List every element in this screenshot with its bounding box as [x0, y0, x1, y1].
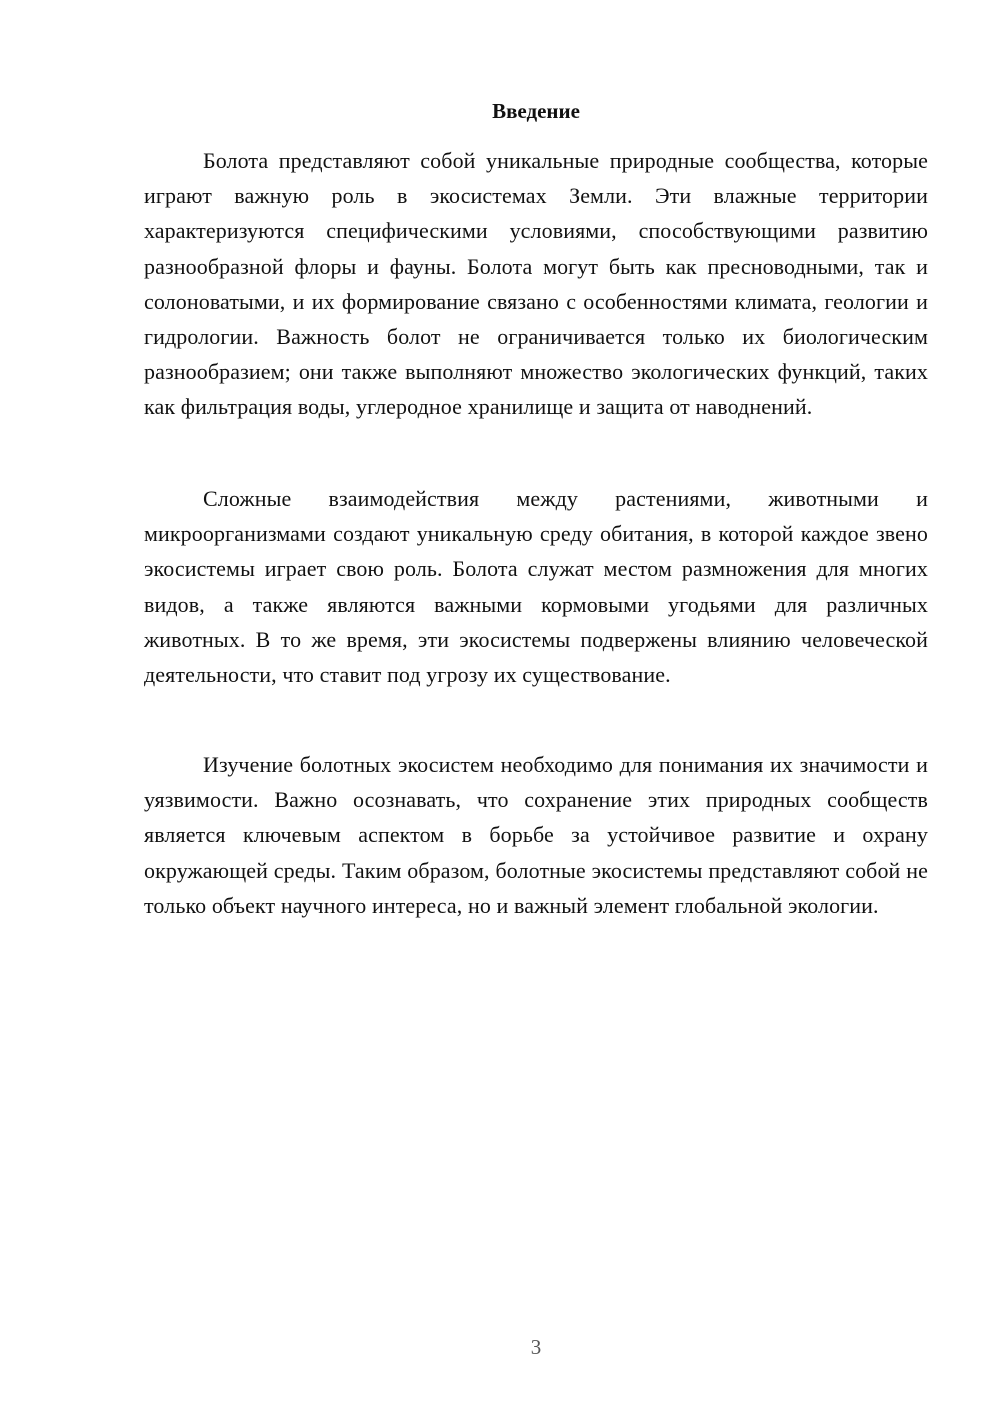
paragraph-3: Изучение болотных экосистем необходимо для понимания их значимости и уязвимости. Важно осознавать, что сохранение этих природных сообществ является ключевым аспектом в борьбе за устойчивое развитие и охрану окружающей среды. Таким образом, болотные экосистемы представляют собой не только объект научного интереса, но и важный элемент глобальной экологии. — [144, 752, 928, 918]
paragraph-1: Болота представляют собой уникальные природные сообщества, которые играют важную роль в экосистемах Земли. Эти влажные территории характеризуются специфическими условиями, способствующими развитию разнообразной флоры и фауны. Болота могут быть как пресноводными, так и солоноватыми, и их формирование связано с особенностями климата, геологии и гидрологии. Важность болот не ограничивается только их биологическим разнообразием; они также выполняют множество экологических функций, таких как фильтрация воды, углеродное хранилище и защита от наводнений. — [144, 148, 928, 420]
section-title: Введение — [492, 99, 580, 123]
paragraph-2: Сложные взаимодействия между растениями, животными и микроорганизмами создают уникальную среду обитания, в которой каждое звено экосистемы играет свою роль. Болота служат местом размножения для многих видов, а также являются важными кормовыми угодьями для различных животных. В то же время, эти экосистемы подвержены влиянию человеческой деятельности, что ставит под угрозу их существование. — [144, 486, 928, 688]
page-number: 3 — [530, 1335, 542, 1359]
